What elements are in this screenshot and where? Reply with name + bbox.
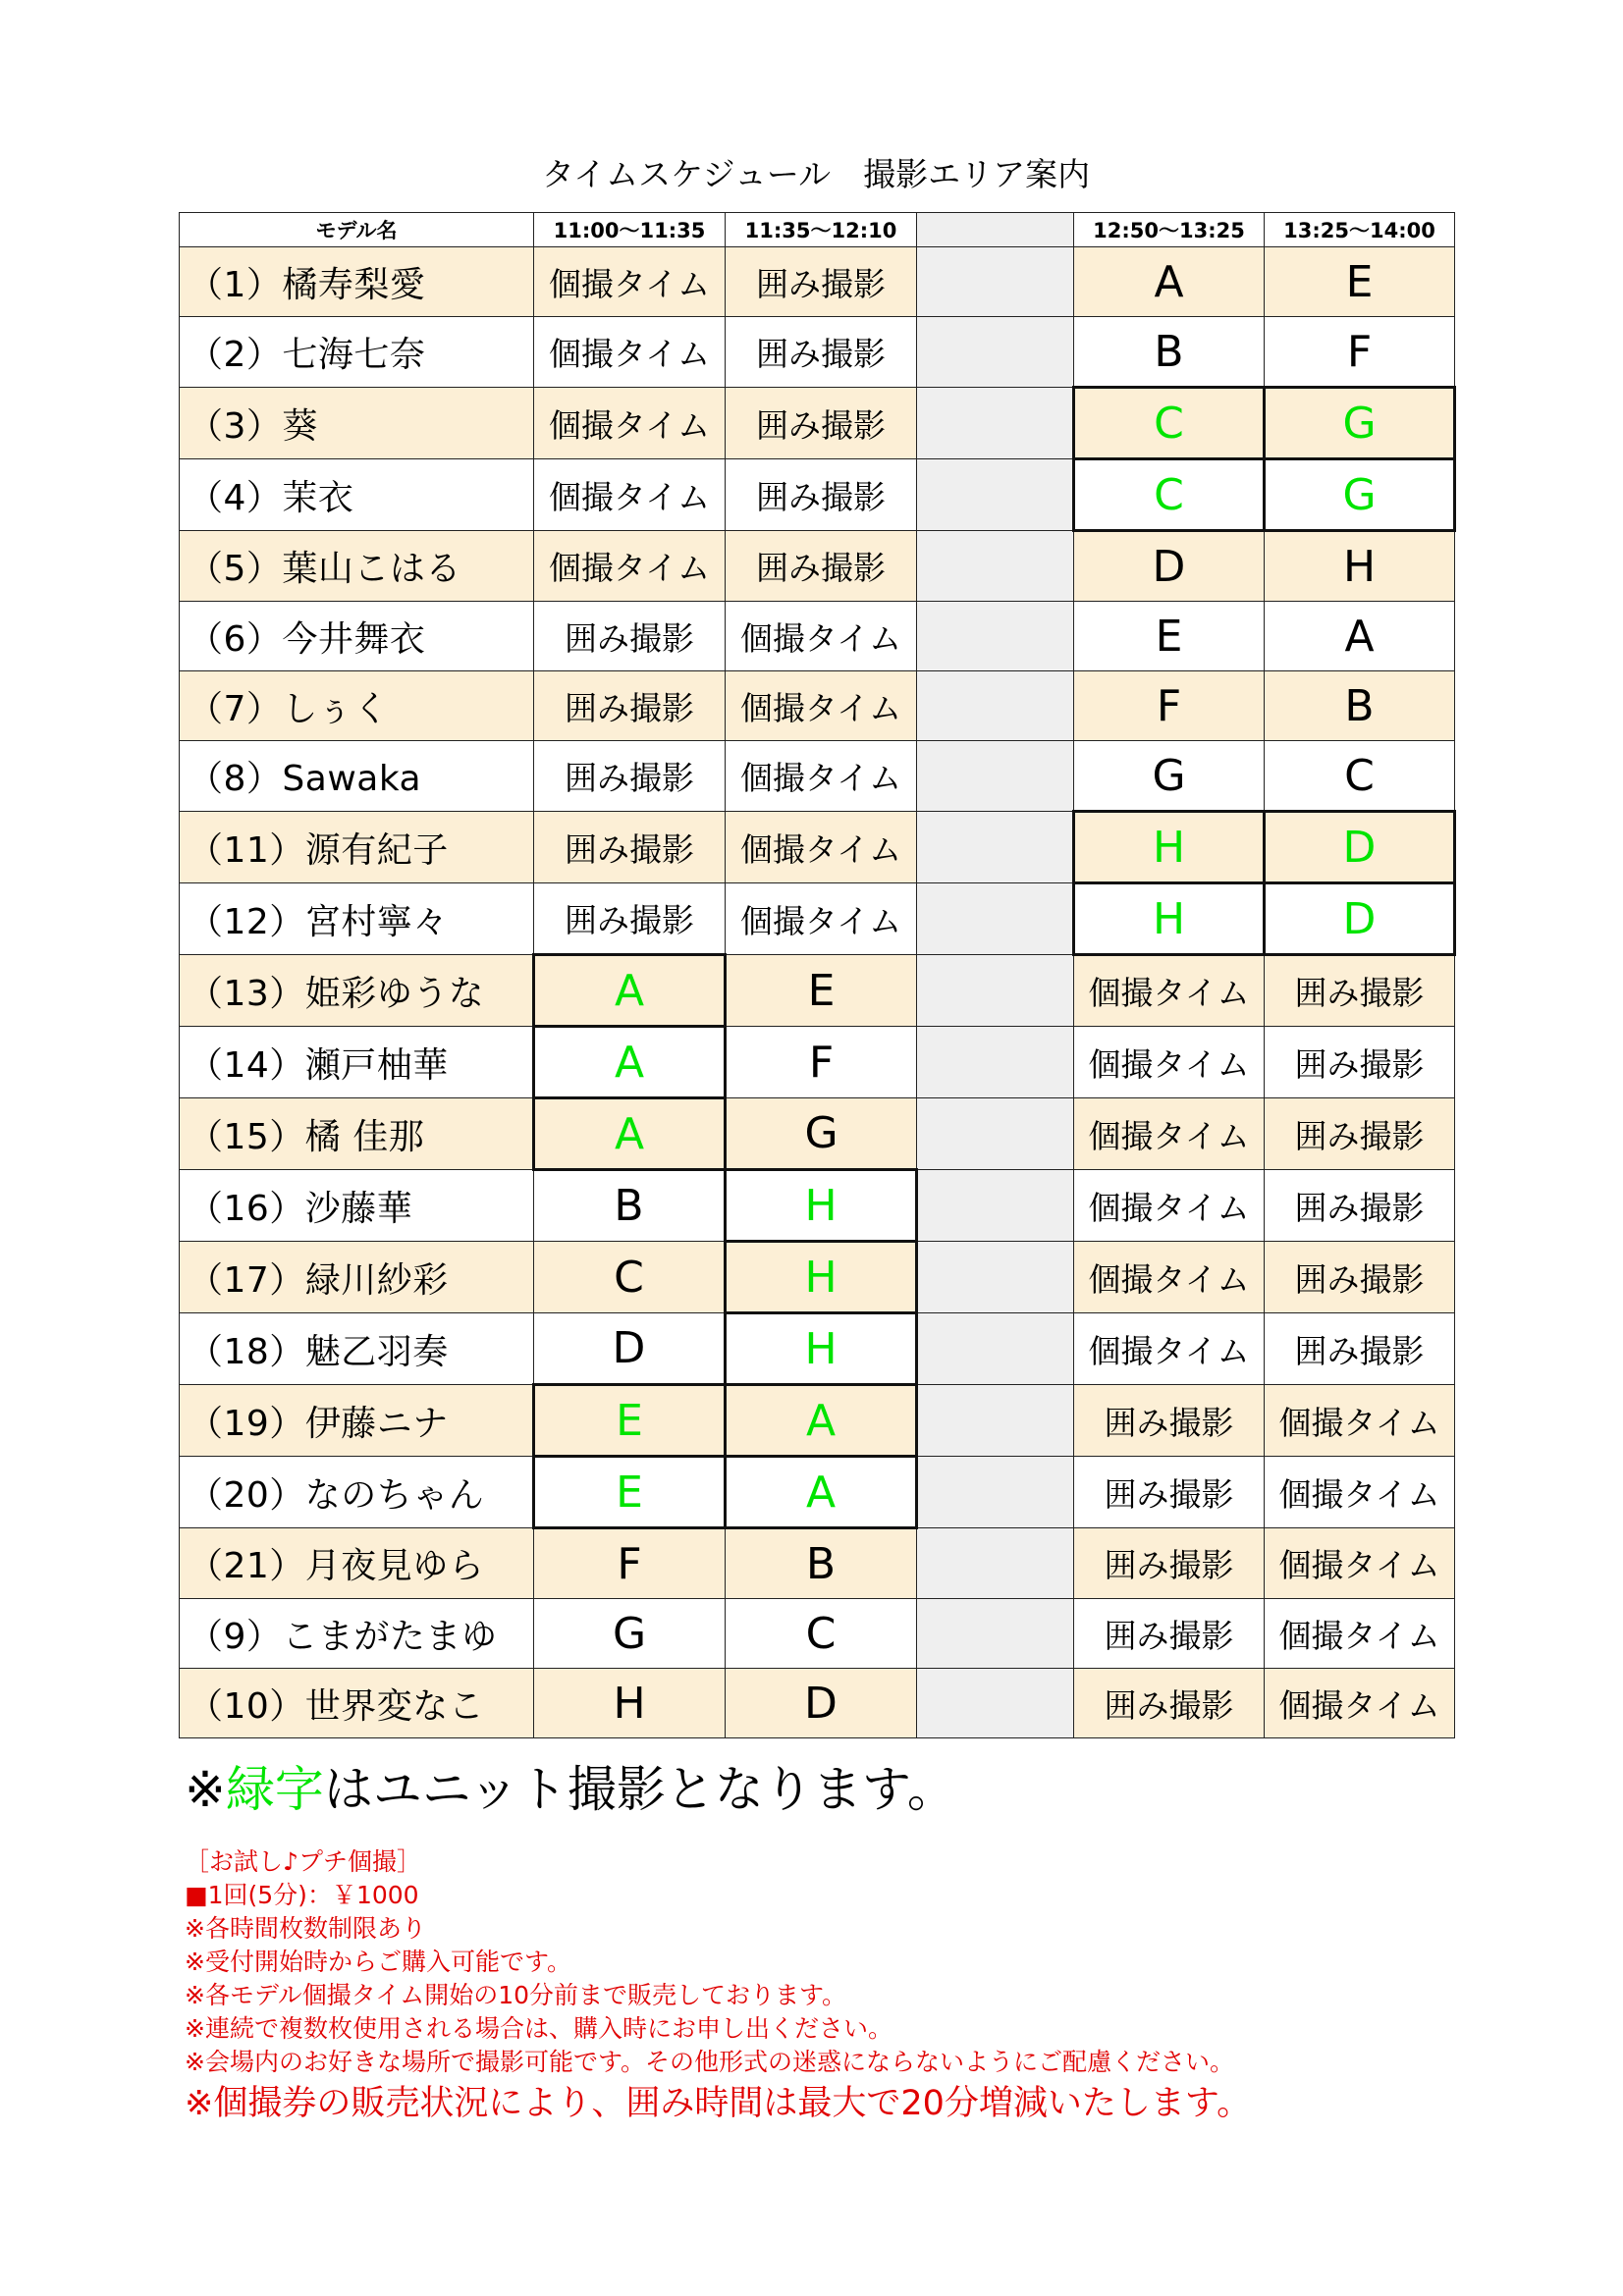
break-cell xyxy=(917,247,1074,317)
model-name: （16）沙藤華 xyxy=(180,1170,534,1242)
area-letter-cell: B xyxy=(726,1528,917,1599)
note-line: ※連続で複数枚使用される場合は、購入時にお申し出ください。 xyxy=(185,2014,893,2043)
model-name: （8）Sawaka xyxy=(180,741,534,812)
activity-cell: 囲み撮影 xyxy=(534,671,726,741)
break-cell xyxy=(917,883,1074,955)
activity-cell: 囲み撮影 xyxy=(534,883,726,955)
page-title: タイムスケジュール 撮影エリア案内 xyxy=(541,155,1091,193)
activity-cell: 個撮タイム xyxy=(1074,1098,1265,1170)
area-letter-cell: A xyxy=(534,1098,726,1170)
note-line: ［お試し♪プチ個撮］ xyxy=(185,1847,421,1876)
activity-cell: 個撮タイム xyxy=(1265,1457,1455,1528)
model-name: （15）橘 佳那 xyxy=(180,1098,534,1170)
area-letter-cell: A xyxy=(1074,247,1265,317)
header-model-name: モデル名 xyxy=(180,213,534,247)
header-slot-3: 12:50〜13:25 xyxy=(1074,213,1265,247)
header-slot-4: 13:25〜14:00 xyxy=(1265,213,1455,247)
table-row xyxy=(180,602,1455,671)
activity-cell: 囲み撮影 xyxy=(1074,1528,1265,1599)
activity-cell: 囲み撮影 xyxy=(534,741,726,812)
break-cell xyxy=(917,1313,1074,1385)
unit-note-green-word: 緑字 xyxy=(225,1761,324,1818)
break-cell xyxy=(917,531,1074,602)
area-letter-cell: G xyxy=(1074,741,1265,812)
area-letter-cell: H xyxy=(726,1170,917,1242)
activity-cell: 個撮タイム xyxy=(1265,1669,1455,1738)
area-letter-cell: C xyxy=(1074,388,1265,459)
table-row xyxy=(180,1669,1455,1738)
area-letter-cell: H xyxy=(1265,531,1455,602)
final-note: ※個撮券の販売状況により、囲み時間は最大で20分増減いたします。 xyxy=(185,2084,1252,2123)
model-name: （7）しぅく xyxy=(180,671,534,741)
activity-cell: 個撮タイム xyxy=(1074,1313,1265,1385)
activity-cell: 個撮タイム xyxy=(726,602,917,671)
break-cell xyxy=(917,1528,1074,1599)
activity-cell: 個撮タイム xyxy=(726,883,917,955)
model-name: （13）姫彩ゆうな xyxy=(180,955,534,1027)
activity-cell: 個撮タイム xyxy=(726,671,917,741)
area-letter-cell: C xyxy=(726,1599,917,1669)
break-cell xyxy=(917,317,1074,388)
model-name: （18）魅乙羽奏 xyxy=(180,1313,534,1385)
break-cell xyxy=(917,459,1074,531)
area-letter-cell: C xyxy=(1074,459,1265,531)
activity-cell: 囲み撮影 xyxy=(726,531,917,602)
area-letter-cell: A xyxy=(726,1385,917,1457)
header-slot-2: 11:35〜12:10 xyxy=(726,213,917,247)
table-row xyxy=(180,883,1455,955)
area-letter-cell: D xyxy=(1265,883,1455,955)
model-name: （19）伊藤ニナ xyxy=(180,1385,534,1457)
activity-cell: 個撮タイム xyxy=(1265,1599,1455,1669)
model-name: （5）葉山こはる xyxy=(180,531,534,602)
area-letter-cell: F xyxy=(1074,671,1265,741)
area-letter-cell: C xyxy=(1265,741,1455,812)
model-name: （12）宮村寧々 xyxy=(180,883,534,955)
area-letter-cell: A xyxy=(726,1457,917,1528)
table-row xyxy=(180,741,1455,812)
break-cell xyxy=(917,812,1074,883)
activity-cell: 囲み撮影 xyxy=(534,602,726,671)
table-row xyxy=(180,955,1455,1027)
activity-cell: 個撮タイム xyxy=(1074,1170,1265,1242)
model-name: （1）橘寿梨愛 xyxy=(180,247,534,317)
area-letter-cell: D xyxy=(1074,531,1265,602)
activity-cell: 囲み撮影 xyxy=(726,459,917,531)
activity-cell: 囲み撮影 xyxy=(1074,1457,1265,1528)
note-line: ■1回(5分)：￥1000 xyxy=(185,1881,419,1909)
table-row xyxy=(180,1599,1455,1669)
table-row xyxy=(180,1170,1455,1242)
activity-cell: 個撮タイム xyxy=(534,247,726,317)
model-name: （4）茉衣 xyxy=(180,459,534,531)
model-name: （21）月夜見ゆら xyxy=(180,1528,534,1599)
area-letter-cell: E xyxy=(534,1457,726,1528)
break-cell xyxy=(917,1098,1074,1170)
table-row xyxy=(180,1313,1455,1385)
activity-cell: 個撮タイム xyxy=(534,317,726,388)
area-letter-cell: G xyxy=(1265,388,1455,459)
area-letter-cell: C xyxy=(534,1242,726,1313)
header-slot-1: 11:00〜11:35 xyxy=(534,213,726,247)
model-name: （9）こまがたまゆ xyxy=(180,1599,534,1669)
break-cell xyxy=(917,1027,1074,1098)
area-letter-cell: F xyxy=(1265,317,1455,388)
schedule-table xyxy=(179,212,1456,1738)
area-letter-cell: E xyxy=(534,1385,726,1457)
activity-cell: 囲み撮影 xyxy=(1265,1242,1455,1313)
activity-cell: 囲み撮影 xyxy=(726,247,917,317)
table-row xyxy=(180,459,1455,531)
area-letter-cell: E xyxy=(726,955,917,1027)
activity-cell: 囲み撮影 xyxy=(726,317,917,388)
area-letter-cell: B xyxy=(1074,317,1265,388)
break-cell xyxy=(917,1599,1074,1669)
table-row xyxy=(180,247,1455,317)
break-cell xyxy=(917,1385,1074,1457)
table-row xyxy=(180,1457,1455,1528)
area-letter-cell: A xyxy=(534,1027,726,1098)
activity-cell: 囲み撮影 xyxy=(1265,1313,1455,1385)
activity-cell: 個撮タイム xyxy=(534,531,726,602)
unit-note-prefix: ※ xyxy=(185,1761,226,1818)
area-letter-cell: H xyxy=(534,1669,726,1738)
activity-cell: 囲み撮影 xyxy=(1265,955,1455,1027)
break-cell xyxy=(917,388,1074,459)
activity-cell: 個撮タイム xyxy=(534,459,726,531)
model-name: （17）緑川紗彩 xyxy=(180,1242,534,1313)
activity-cell: 個撮タイム xyxy=(1074,1027,1265,1098)
area-letter-cell: D xyxy=(726,1669,917,1738)
activity-cell: 囲み撮影 xyxy=(1074,1599,1265,1669)
activity-cell: 囲み撮影 xyxy=(1074,1669,1265,1738)
model-name: （2）七海七奈 xyxy=(180,317,534,388)
activity-cell: 囲み撮影 xyxy=(1265,1098,1455,1170)
activity-cell: 囲み撮影 xyxy=(1074,1385,1265,1457)
area-letter-cell: D xyxy=(534,1313,726,1385)
table-row xyxy=(180,531,1455,602)
area-letter-cell: B xyxy=(534,1170,726,1242)
unit-shoot-note xyxy=(185,1759,956,1820)
table-row xyxy=(180,1027,1455,1098)
sales-notes xyxy=(185,1845,1251,2128)
note-line: ※受付開始時からご購入可能です。 xyxy=(185,1948,571,1976)
activity-cell: 囲み撮影 xyxy=(1265,1027,1455,1098)
area-letter-cell: G xyxy=(1265,459,1455,531)
break-cell xyxy=(917,741,1074,812)
table-row xyxy=(180,388,1455,459)
table-row xyxy=(180,1385,1455,1457)
activity-cell: 個撮タイム xyxy=(1074,955,1265,1027)
table-row xyxy=(180,317,1455,388)
activity-cell: 囲み撮影 xyxy=(726,388,917,459)
break-cell xyxy=(917,1170,1074,1242)
area-letter-cell: H xyxy=(726,1313,917,1385)
area-letter-cell: H xyxy=(1074,812,1265,883)
area-letter-cell: F xyxy=(726,1027,917,1098)
area-letter-cell: E xyxy=(1074,602,1265,671)
area-letter-cell: G xyxy=(726,1098,917,1170)
activity-cell: 個撮タイム xyxy=(726,741,917,812)
header-row xyxy=(180,213,1455,247)
area-letter-cell: E xyxy=(1265,247,1455,317)
model-name: （20）なのちゃん xyxy=(180,1457,534,1528)
area-letter-cell: G xyxy=(534,1599,726,1669)
break-cell xyxy=(917,1669,1074,1738)
break-cell xyxy=(917,671,1074,741)
unit-note-text: はユニット撮影となります。 xyxy=(323,1761,956,1818)
note-line: ※各時間枚数制限あり xyxy=(185,1914,426,1943)
table-row xyxy=(180,1098,1455,1170)
break-cell xyxy=(917,1242,1074,1313)
model-name: （14）瀬戸柚華 xyxy=(180,1027,534,1098)
note-line: ※会場内のお好きな場所で撮影可能です。その他形式の迷惑にならないようにご配慮ください。 xyxy=(185,2048,1234,2076)
header-break xyxy=(917,213,1074,247)
activity-cell: 個撮タイム xyxy=(726,812,917,883)
model-name: （6）今井舞衣 xyxy=(180,602,534,671)
break-cell xyxy=(917,955,1074,1027)
area-letter-cell: D xyxy=(1265,812,1455,883)
area-letter-cell: A xyxy=(1265,602,1455,671)
area-letter-cell: F xyxy=(534,1528,726,1599)
activity-cell: 個撮タイム xyxy=(534,388,726,459)
table-row xyxy=(180,1242,1455,1313)
model-name: （10）世界変なこ xyxy=(180,1669,534,1738)
activity-cell: 個撮タイム xyxy=(1265,1385,1455,1457)
table-row xyxy=(180,1528,1455,1599)
note-line: ※各モデル個撮タイム開始の10分前まで販売しております。 xyxy=(185,1981,847,2009)
activity-cell: 囲み撮影 xyxy=(1265,1170,1455,1242)
table-row xyxy=(180,671,1455,741)
table-row xyxy=(180,812,1455,883)
area-letter-cell: A xyxy=(534,955,726,1027)
break-cell xyxy=(917,1457,1074,1528)
activity-cell: 囲み撮影 xyxy=(534,812,726,883)
activity-cell: 個撮タイム xyxy=(1074,1242,1265,1313)
activity-cell: 個撮タイム xyxy=(1265,1528,1455,1599)
break-cell xyxy=(917,602,1074,671)
model-name: （3）葵 xyxy=(180,388,534,459)
area-letter-cell: B xyxy=(1265,671,1455,741)
model-name: （11）源有紀子 xyxy=(180,812,534,883)
area-letter-cell: H xyxy=(1074,883,1265,955)
area-letter-cell: H xyxy=(726,1242,917,1313)
